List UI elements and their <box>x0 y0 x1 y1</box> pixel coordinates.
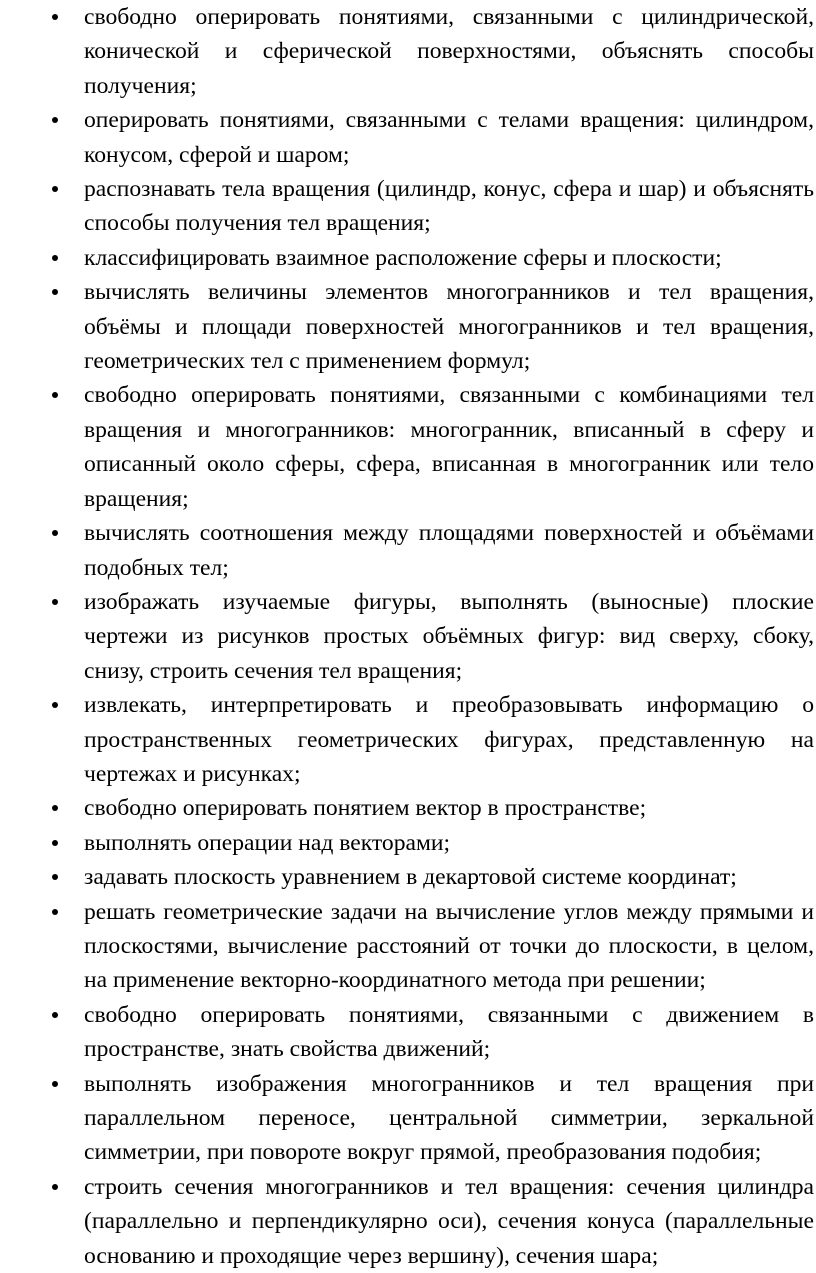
list-item-text: решать геометрические задачи на вычисление углов между прямыми и плоскостями, вычисление расстояний от точки до плоскости, в целом, на применение векторно-координатного метода при решении; <box>84 898 814 994</box>
bullet-icon <box>52 805 58 811</box>
bullet-icon <box>52 1184 58 1190</box>
list-item-text: оперировать понятиями, связанными с телами вращения: цилиндром, конусом, сферой и шаром; <box>84 107 814 168</box>
list-item <box>0 998 814 1067</box>
bullet-icon <box>52 117 58 123</box>
list-item-text: вычислять соотношения между площадями поверхностей и объёмами подобных тел; <box>84 520 814 581</box>
bullet-icon <box>52 909 58 915</box>
bullet-icon <box>52 1081 58 1087</box>
list-item <box>0 378 814 516</box>
list-item <box>0 1067 814 1170</box>
list-item-text: выполнять изображения многогранников и тел вращения при параллельном переносе, центральной симметрии, зеркальной симметрии, при повороте вокруг прямой, преобразования подобия; <box>84 1070 814 1166</box>
bullet-icon <box>52 530 58 536</box>
list-item <box>0 585 814 688</box>
bullet-icon <box>52 599 58 605</box>
list-item <box>0 791 814 825</box>
list-item-text: свободно оперировать понятием вектор в пространстве; <box>84 795 647 822</box>
list-item-text: распознавать тела вращения (цилиндр, конус, сфера и шар) и объяснять способы получения тел вращения; <box>84 176 814 237</box>
bullet-icon <box>52 874 58 880</box>
list-item-text: выполнять операции над векторами; <box>84 829 451 856</box>
list-item <box>0 275 814 378</box>
bullet-icon <box>52 289 58 295</box>
list-item <box>0 172 814 241</box>
list-item <box>0 0 814 103</box>
bullet-icon <box>52 255 58 261</box>
list-item-text: свободно оперировать понятиями, связанными с цилиндрической, конической и сферической поверхностями, объяснять способы получения; <box>84 4 814 99</box>
bullet-icon <box>52 392 58 398</box>
bullet-icon <box>52 840 58 846</box>
list-item <box>0 103 814 172</box>
list-item <box>0 516 814 585</box>
list-item-text: изображать изучаемые фигуры, выполнять (выносные) плоские чертежи из рисунков простых объёмных фигур: вид сверху, сбоку, снизу, строить сечения тел вращения; <box>84 588 814 684</box>
list-item <box>0 241 814 275</box>
list-item <box>0 826 814 860</box>
list-item <box>0 895 814 998</box>
list-item-text: задавать плоскость уравнением в декартовой системе координат; <box>84 864 737 891</box>
bullet-icon <box>52 14 58 20</box>
list-item <box>0 688 814 791</box>
bullet-icon <box>52 702 58 708</box>
bullet-icon <box>52 1012 58 1018</box>
list-item-text: вычислять величины элементов многогранников и тел вращения, объёмы и площади поверхностей многогранников и тел вращения, геометрических тел с применением формул; <box>84 279 814 375</box>
list-item-text: извлекать, интерпретировать и преобразовывать информацию о пространственных геометрических фигурах, представленную на чертежах и рисунках; <box>84 692 814 787</box>
list-item <box>0 1170 814 1273</box>
list-item-text: классифицировать взаимное расположение сферы и плоскости; <box>84 244 722 271</box>
list-item-text: свободно оперировать понятиями, связанными с комбинациями тел вращения и многогранников: многогранник, вписанный в сферу и описанный около сферы, сфера, вписанная в многогранник или тело вращения; <box>84 382 814 512</box>
list-item <box>0 860 814 894</box>
list-item-text: свободно оперировать понятиями, связанными с движением в пространстве, знать свойства движений; <box>84 1001 814 1063</box>
list-item-text: строить сечения многогранников и тел вращения: сечения цилиндра (параллельно и перпендикулярно оси), сечения конуса (параллельные основанию и проходящие через вершину), сечения шара; <box>84 1173 814 1269</box>
bullet-icon <box>52 186 58 192</box>
